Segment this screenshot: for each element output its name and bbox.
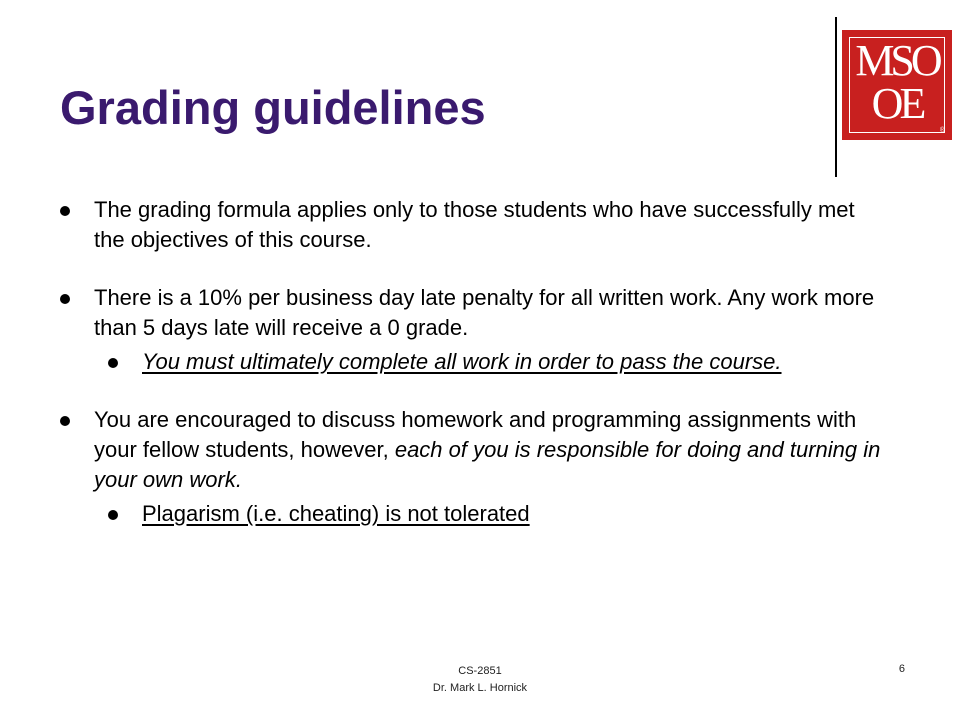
- bullet-text-italic: each of you is responsible for doing and turning in your own work.: [94, 437, 881, 492]
- bullet-text-plain: You are encouraged to discuss homework and programming assignments with your fellow students, however,: [94, 407, 857, 462]
- bullet-text: The grading formula applies only to those students who have successfully met the objectives of this course.: [94, 197, 855, 252]
- footer-instructor: Dr. Mark L. Hornick: [432, 682, 528, 694]
- sub-bullet-complete-work: [108, 347, 890, 377]
- bullet-late-penalty: [60, 283, 890, 343]
- bullet-text: There is a 10% per business day late penalty for all written work. Any work more than 5 days late will receive a 0 grade.: [94, 285, 875, 340]
- sub-bullet-text: You must ultimately complete all work in order to pass the course.: [142, 349, 782, 374]
- logo-trademark: ®: [939, 127, 945, 134]
- msoe-logo: [842, 30, 952, 140]
- slide-footer: [380, 663, 580, 697]
- slide-title: Grading guidelines: [60, 81, 486, 134]
- bullet-list: [60, 195, 890, 529]
- vertical-divider: [835, 17, 837, 177]
- logo-text-line2: OE: [871, 79, 923, 128]
- sub-bullet-plagiarism: [108, 499, 890, 529]
- sub-bullet-text: Plagarism (i.e. cheating) is not tolerated: [142, 501, 530, 526]
- bullet-grading-formula: [60, 195, 890, 255]
- footer-course: CS-2851: [458, 665, 502, 677]
- bullet-collaboration: [60, 405, 890, 495]
- logo-text-line1: MSO: [855, 36, 939, 85]
- page-number: 6: [898, 663, 905, 675]
